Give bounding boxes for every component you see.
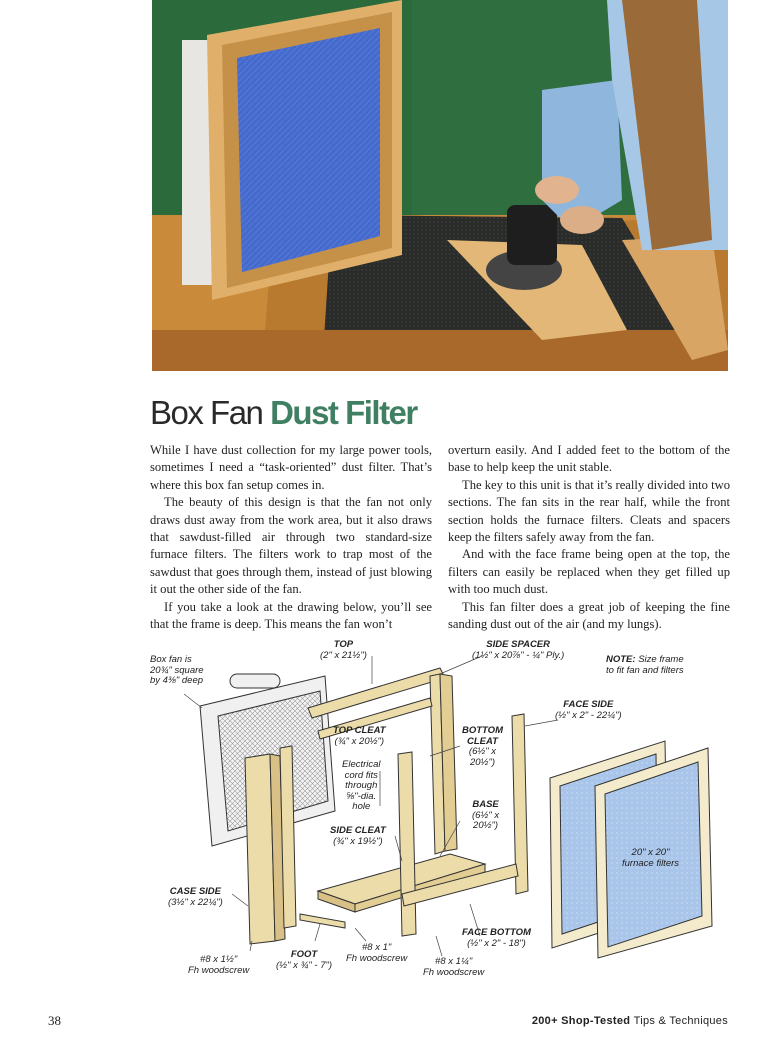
box-fan-note-line: by 4⅜" deep — [150, 675, 204, 686]
label-side-cleat-name: SIDE CLEAT — [330, 825, 386, 836]
label-foot-name: FOOT — [290, 949, 318, 960]
note-heading: NOTE: — [606, 654, 636, 665]
workshop-photo — [152, 0, 728, 371]
screw-type: Fh woodscrew — [346, 952, 408, 964]
screw-size: #8 x 1½" — [200, 954, 238, 965]
diagram-drawing — [140, 636, 740, 981]
exploded-diagram — [140, 636, 740, 981]
box-fan-note-line: Box fan is — [150, 654, 192, 665]
label-bottom-cleat-name: CLEAT — [467, 735, 498, 747]
label-face-side-name: FACE SIDE — [563, 699, 614, 710]
label-top-cleat-dims: (¾" x 20½") — [334, 735, 385, 747]
label-case-side-dims: (3½" x 22¼") — [168, 896, 223, 908]
paragraph: This fan filter does a great job of keeping the fine sanding dust out of the air (and my lungs). — [448, 599, 730, 632]
screw-type: Fh woodscrew — [423, 966, 485, 978]
label-top — [320, 640, 367, 661]
cord-note — [342, 760, 381, 813]
cord-note-line: cord fits — [344, 769, 378, 781]
paragraph: While I have dust collection for my large power tools, sometimes I need a “task-oriented” dust filter. That’s where this box fan setup comes in. — [150, 443, 432, 492]
label-bottom-cleat-dims: 20½") — [469, 756, 496, 768]
label-face-bottom-name: FACE BOTTOM — [462, 927, 531, 938]
label-side-spacer-name: SIDE SPACER — [486, 639, 550, 650]
box-fan-note-line: 20¾" square — [150, 664, 204, 676]
box-fan-note — [150, 655, 204, 687]
paragraph: And with the face frame being open at the top, the filters can easily be replaced when they get filled up with too much dust. — [448, 547, 730, 597]
label-base-name: BASE — [472, 799, 499, 810]
label-top-dims: (2" x 21½") — [320, 649, 367, 661]
label-side-spacer-dims: (1½" x 20⅞" - ¼" Ply.) — [472, 649, 565, 661]
label-base-dims: 20½") — [473, 820, 499, 831]
label-base-dims: (6½" x — [472, 809, 500, 821]
label-top-cleat-name: TOP CLEAT — [333, 725, 386, 736]
label-foot-dims: (½" x ¾" - 7") — [276, 959, 333, 971]
note-text: to fit fan and filters — [606, 664, 684, 676]
screw-type: Fh woodscrew — [188, 964, 250, 976]
filters-note — [622, 848, 679, 869]
body-column-right — [448, 442, 730, 633]
label-case-side — [168, 887, 223, 908]
screw-size: #8 x 1" — [361, 942, 392, 953]
label-screw-1 — [188, 955, 249, 976]
label-screw-3 — [423, 957, 484, 978]
label-side-spacer — [472, 640, 564, 661]
paragraph: overturn easily. And I added feet to the bottom of the base to help keep the unit stable. — [448, 443, 730, 475]
note-text: Size frame — [638, 654, 684, 665]
photo-illustration — [152, 0, 728, 371]
label-case-side-name: CASE SIDE — [169, 886, 221, 897]
label-face-side — [555, 700, 622, 721]
page-number: 38 — [48, 1013, 61, 1028]
filters-note-line: 20" x 20" — [631, 847, 670, 858]
label-bottom-cleat-name: BOTTOM — [462, 725, 503, 736]
book-title-rest: Tips & Techniques — [633, 1015, 728, 1027]
paragraph: The key to this unit is that it’s really divided into two sections. The fan sits in the rear half, while the front section holds the furnace filters. Cleats and spacers keep the filters safely away from the fan. — [448, 477, 730, 545]
label-note — [606, 655, 684, 676]
filters-note-line: furnace filters — [622, 857, 680, 869]
label-face-bottom-dims: (½" x 2" - 18") — [467, 937, 526, 949]
paragraph: The beauty of this design is that the fan not only draws dust away from the work area, but it also draws that sawdust-filled air through two standard-size furnace filters. The filters work to trap most of the sawdust that goes through them, instead of just blowing it out the other side of the fan. — [150, 495, 432, 597]
cord-note-line: hole — [352, 801, 371, 812]
label-foot — [276, 950, 332, 971]
cord-note-line: Electrical — [342, 759, 381, 770]
title-part-2: Dust Filter — [270, 394, 417, 431]
label-face-side-dims: (½" x 2" - 22¼") — [555, 709, 622, 721]
book-title — [532, 1015, 728, 1027]
screw-size: #8 x 1¼" — [435, 956, 473, 967]
label-top-cleat — [333, 726, 386, 747]
label-face-bottom — [462, 928, 531, 949]
title-part-1: Box Fan — [150, 394, 263, 431]
paragraph: If you take a look at the drawing below, you’ll see that the frame is deep. This means the fan won’t — [150, 599, 432, 632]
label-base — [472, 800, 499, 832]
label-screw-2 — [346, 943, 407, 964]
article-title — [150, 394, 417, 432]
label-bottom-cleat — [462, 726, 503, 768]
cord-note-line: through — [345, 780, 378, 791]
label-top-name: TOP — [333, 639, 354, 650]
book-title-bold: 200+ Shop-Tested — [531, 1015, 631, 1027]
label-bottom-cleat-dims: (6½" x — [468, 746, 497, 757]
label-side-cleat-dims: (¾" x 19½") — [333, 835, 383, 847]
cord-note-line: ⅝"-dia. — [346, 790, 377, 802]
label-side-cleat — [330, 826, 386, 847]
body-column-left — [150, 442, 432, 633]
